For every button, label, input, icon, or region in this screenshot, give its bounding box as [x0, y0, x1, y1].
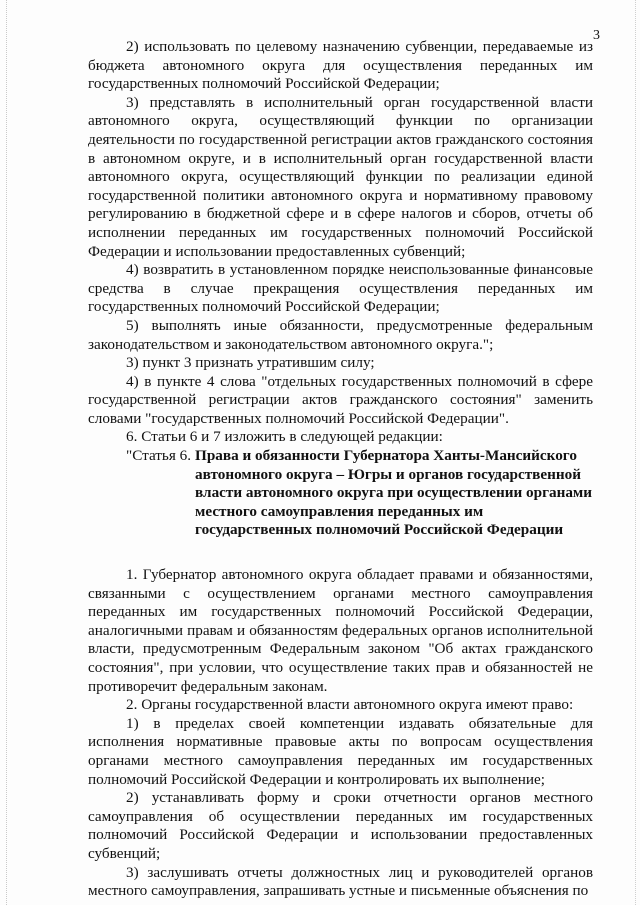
article-title: Права и обязанности Губернатора Ханты-Мансийского автономного округа – Югры и органов государственной власти автономного округа при осуществлении органами местного самоуправления переданных им государственных полномочий Российской Федерации	[195, 447, 593, 539]
paragraph: 4) в пункте 4 слова "отдельных государственных полномочий в сфере государственной регистрации актов гражданского состояния" заменить словами "государственных полномочий Российской Федерации".	[88, 372, 593, 427]
scan-edge-right	[635, 0, 636, 905]
paragraph: 3) заслушивать отчеты должностных лиц и руководителей органов местного самоуправления, запрашивать устные и письменные объяснения по	[88, 863, 593, 900]
paragraph: 5) выполнять иные обязанности, предусмотренные федеральным законодательством и законодательством автономного округа.";	[88, 316, 593, 353]
scan-edge-left	[6, 0, 7, 905]
paragraph: 2. Органы государственной власти автономного округа имеют право:	[126, 696, 574, 714]
page-number: 3	[593, 28, 600, 43]
spacer	[88, 540, 593, 566]
paragraph: 6. Статьи 6 и 7 изложить в следующей редакции:	[126, 428, 443, 446]
paragraph: 2) использовать по целевому назначению субвенции, передаваемые из бюджета автономного округа для осуществления переданных им государственных полномочий Российской Федерации;	[88, 38, 593, 93]
article-label: "Статья 6.	[126, 447, 192, 465]
paragraph: 4) возвратить в установленном порядке неиспользованные финансовые средства в случае прекращения осуществления переданных им государственных полномочий Российской Федерации;	[88, 261, 593, 316]
article-heading	[126, 447, 593, 540]
document-body	[88, 38, 593, 901]
paragraph: 3) пункт 3 признать утратившим силу;	[126, 354, 375, 372]
paragraph: 1) в пределах своей компетенции издавать обязательные для исполнения нормативные правовые акты по вопросам осуществления органами местного самоуправления переданных им государственных полномочий Российской Федерации и контролировать их выполнение;	[88, 714, 593, 788]
paragraph: 3) представлять в исполнительный орган государственной власти автономного округа, осуществляющий функции по организации деятельности по государственной регистрации актов гражданского состояния в автономном округе, и в исполнительный орган государственной власти автономного округа, осуществляющий функции по реализации единой государственной политики автономного округа и нормативному правовому регулированию в бюджетной сфере и в сфере налогов и сборов, отчеты об исполнении переданных им государственных полномочий Российской Федерации и использовании предоставленных субвенций;	[88, 93, 593, 260]
paragraph: 1. Губернатор автономного округа обладает правами и обязанностями, связанными с осуществлением органами местного самоуправления переданных им государственных полномочий Российской Федерации, аналогичными правам и обязанностям федеральных органов исполнительной власти, предусмотренным Федеральным законом "Об актах гражданского состояния", при условии, что осуществление таких прав и обязанностей не противоречит федеральным законам.	[88, 566, 593, 695]
paragraph: 2) устанавливать форму и сроки отчетности органов местного самоуправления об осуществлении переданных им государственных полномочий Российской Федерации и использовании предоставленных субвенций;	[88, 789, 593, 862]
